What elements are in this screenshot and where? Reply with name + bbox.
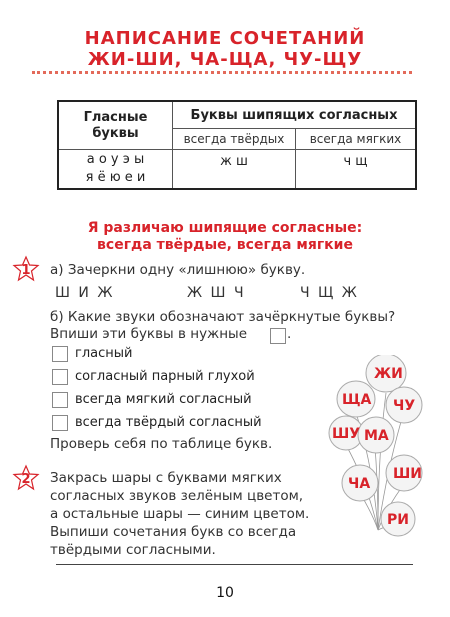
task2-line4: Выпиши сочетания букв со всегда (50, 524, 297, 540)
option-label-vowel: гласный (75, 346, 133, 361)
task1-number: 1 (21, 263, 31, 278)
task1-group-1: Ш И Ж (55, 285, 115, 301)
task1-b-line1: б) Какие звуки обозначают зачёркнутые буквы? (50, 309, 396, 325)
task2-line5: твёрдыми согласными. (50, 542, 216, 558)
vowels-row1: а о у э ы (86, 152, 145, 167)
option-box-vowel[interactable] (52, 346, 68, 362)
option-box-always-hard[interactable] (52, 415, 68, 431)
task2-number: 2 (21, 472, 31, 487)
balloon-label-ma: МА (364, 428, 389, 444)
balloon-label-cha: ЧА (348, 476, 371, 492)
balloon-label-ri: РИ (387, 512, 409, 528)
balloons-illustration (318, 355, 438, 555)
inline-period: . (287, 326, 292, 342)
soft-letters: ч щ (296, 150, 417, 190)
vowels-header-text: Гласные буквы (83, 109, 148, 141)
vowels-row2: я ё ю е и (85, 170, 146, 185)
page-title-line2: ЖИ-ШИ, ЧА-ЩА, ЧУ-ЩУ (87, 49, 363, 70)
option-box-paired-voiceless[interactable] (52, 369, 68, 385)
page-number: 10 (216, 585, 234, 601)
task2-line1: Закрась шары с буквами мягких (50, 470, 282, 486)
balloon-label-chu: ЧУ (393, 398, 416, 414)
option-box-always-soft[interactable] (52, 392, 68, 408)
sibilants-header: Буквы шипящих согласных (173, 101, 417, 129)
answer-line[interactable] (56, 564, 413, 565)
hard-header: всегда твёрдых (173, 129, 296, 150)
option-label-always-soft: всегда мягкий согласный (75, 392, 252, 407)
balloon-label-shi: ШИ (393, 466, 423, 482)
vowels-cell (58, 150, 173, 190)
task1-check-text: Проверь себя по таблице букв. (50, 436, 273, 452)
balloon-label-shchu: ШУ (332, 426, 361, 442)
task2-line2: согласных звуков зелёным цветом, (50, 488, 304, 504)
balloon-label-shcha: ЩА (342, 392, 372, 408)
letters-table (57, 100, 417, 190)
section-subtitle-line1: Я различаю шипящие согласные: (87, 220, 363, 236)
task2-line3: а остальные шары — синим цветом. (50, 506, 310, 522)
page-title-line1: НАПИСАНИЕ СОЧЕТАНИЙ (84, 28, 366, 49)
section-subtitle-line2: всегда твёрдые, всегда мягкие (97, 237, 353, 253)
soft-header: всегда мягких (296, 129, 417, 150)
inline-answer-box[interactable] (270, 328, 286, 344)
option-label-always-hard: всегда твёрдый согласный (75, 415, 262, 430)
hard-letters: ж ш (173, 150, 296, 190)
vowels-header (58, 101, 173, 150)
task1-a-text: а) Зачеркни одну «лишнюю» букву. (50, 262, 306, 278)
option-label-paired-voiceless: согласный парный глухой (75, 369, 255, 384)
task1-b-line2: Впиши эти буквы в нужные (50, 326, 248, 342)
dotted-divider (32, 71, 412, 74)
task1-group-3: Ч Щ Ж (300, 285, 359, 301)
balloon-label-zhi: ЖИ (374, 366, 403, 382)
task1-group-2: Ж Ш Ч (187, 285, 246, 301)
